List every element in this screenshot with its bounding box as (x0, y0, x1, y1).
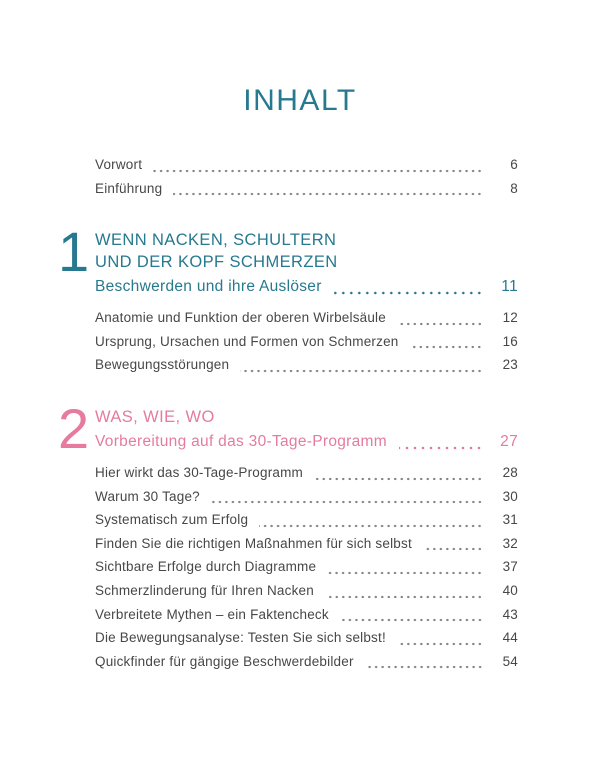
toc-row (95, 603, 518, 627)
dot-leader (334, 291, 483, 295)
section-1-number: 1 (58, 220, 90, 284)
dot-leader (423, 547, 483, 551)
section-1-heading-line-2: UND DER KOPF SCHMERZEN (95, 253, 338, 272)
toc-item-label: Sichtbare Erfolge durch Diagramme (95, 559, 317, 575)
toc-item-page: 44 (502, 630, 518, 646)
section-1-heading-line-1: WENN NACKEN, SCHULTERN (95, 231, 337, 250)
section-2-heading-line-1: WAS, WIE, WO (95, 407, 215, 426)
dot-leader (211, 500, 483, 504)
dot-leader (399, 446, 483, 450)
section-subtitle: Vorbereitung auf das 30-Tage-Programm (95, 432, 387, 450)
dot-leader (365, 665, 483, 669)
toc-item-page: 31 (502, 512, 518, 528)
toc-item-page: 54 (502, 653, 518, 669)
toc-item-page: 32 (502, 535, 518, 551)
toc-item-label: Schmerzlinderung für Ihren Nacken (95, 582, 314, 598)
dot-leader (327, 571, 483, 575)
section-1-subtitle-row (95, 273, 518, 300)
section-2-number: 2 (58, 396, 90, 460)
toc-item-label: Systematisch zum Erfolg (95, 512, 249, 528)
toc-item-label: Die Bewegungsanalyse: Testen Sie sich selbst! (95, 630, 386, 646)
toc-row (95, 306, 518, 330)
dot-leader (259, 524, 483, 528)
toc-item-label: Bewegungsstörungen (95, 357, 230, 373)
toc-row (95, 461, 518, 485)
toc-item-label: Quickfinder für gängige Beschwerdebilder (95, 653, 354, 669)
toc-item-page: 6 (510, 157, 518, 172)
toc-item-page: 28 (502, 464, 518, 480)
toc-row (95, 555, 518, 579)
dot-leader (240, 369, 483, 373)
toc-item-label: Anatomie und Funktion der oberen Wirbelsäule (95, 310, 386, 326)
dot-leader (314, 477, 483, 481)
section-2-subtitle-row (95, 428, 518, 455)
toc-item-label: Ursprung, Ursachen und Formen von Schmerzen (95, 333, 399, 349)
section-2-items (95, 461, 518, 673)
toc-row (95, 153, 518, 177)
toc-item-page: 40 (502, 582, 518, 598)
toc-item-label: Vorwort (95, 157, 143, 172)
toc-item-page: 12 (502, 310, 518, 326)
toc-row (95, 177, 518, 201)
dot-leader (397, 322, 483, 326)
dot-leader (173, 192, 483, 196)
dot-leader (409, 345, 483, 349)
toc-row (95, 485, 518, 509)
toc-item-page: 43 (502, 606, 518, 622)
toc-row (95, 626, 518, 650)
toc-item-page: 16 (502, 333, 518, 349)
toc-item-page: 37 (502, 559, 518, 575)
dot-leader (153, 169, 483, 173)
toc-item-label: Finden Sie die richtigen Maßnahmen für sich selbst (95, 535, 412, 551)
dot-leader (325, 595, 483, 599)
toc-item-page: 23 (502, 357, 518, 373)
toc-item-label: Verbreitete Mythen – ein Faktencheck (95, 606, 329, 622)
toc-section-1 (58, 220, 518, 377)
dot-leader (397, 642, 483, 646)
toc-row (95, 579, 518, 603)
toc-item-label: Warum 30 Tage? (95, 488, 200, 504)
section-subtitle-page: 11 (501, 278, 518, 296)
dot-leader (340, 618, 483, 622)
toc-row (95, 532, 518, 556)
toc-content (58, 153, 518, 673)
toc-row (95, 330, 518, 354)
toc-item-label: Hier wirkt das 30-Tage-Programm (95, 464, 304, 480)
page-title: INHALT (243, 84, 357, 117)
toc-item-label: Einführung (95, 180, 163, 196)
section-subtitle-page: 27 (500, 432, 518, 450)
front-matter-list (95, 153, 518, 200)
toc-item-page: 8 (510, 180, 518, 196)
toc-item-page: 30 (502, 488, 518, 504)
toc-row (95, 650, 518, 674)
section-1-items (95, 306, 518, 377)
toc-row (95, 508, 518, 532)
section-subtitle: Beschwerden und ihre Auslöser (95, 278, 322, 296)
toc-section-2 (58, 396, 518, 673)
toc-row (95, 353, 518, 377)
